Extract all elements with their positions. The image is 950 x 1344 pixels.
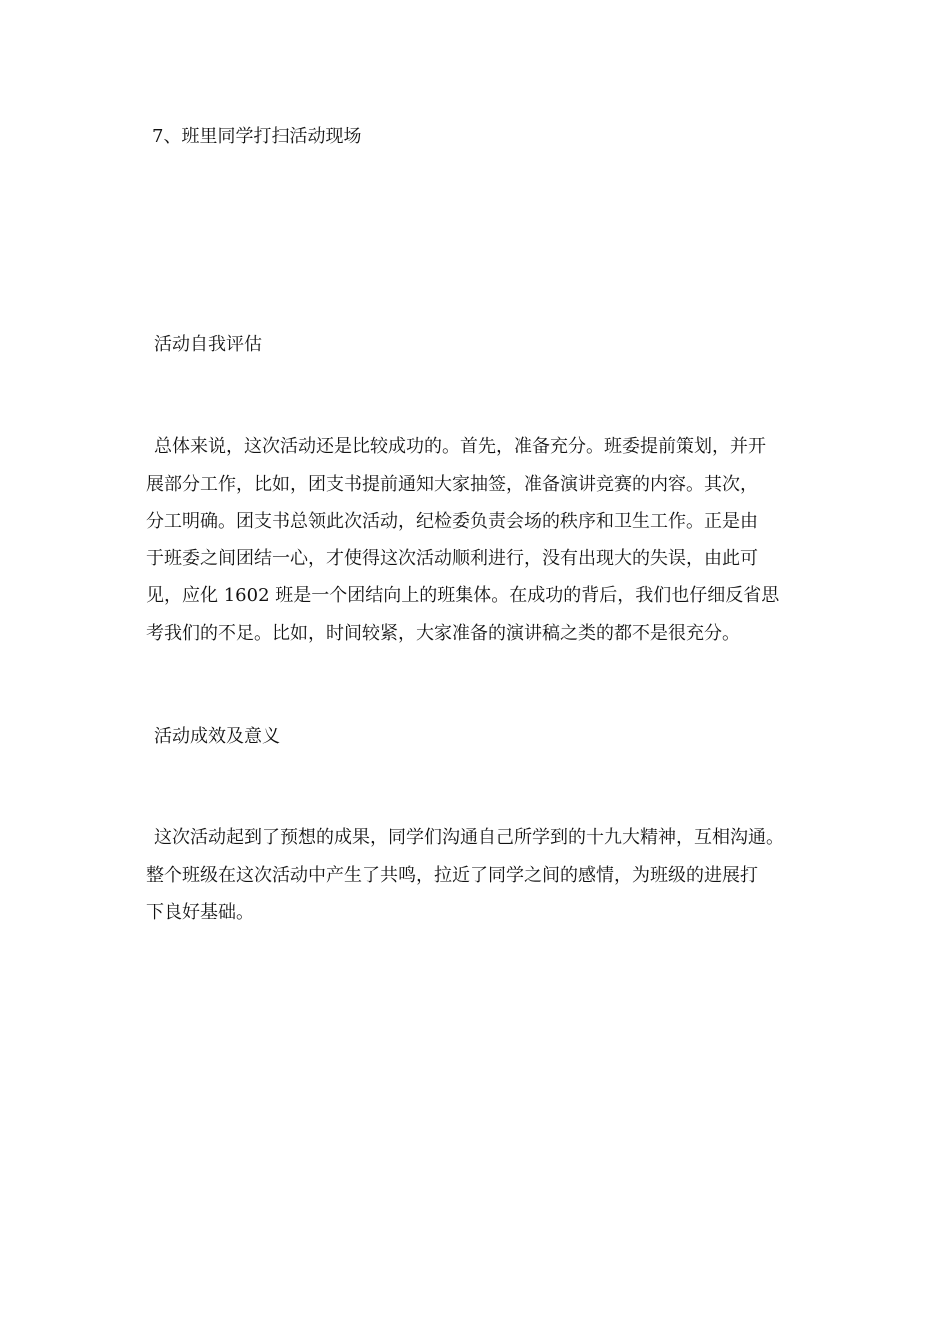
heading-effect-significance: 活动成效及意义 bbox=[154, 726, 280, 747]
step-item-7: 7、班里同学打扫活动现场 bbox=[152, 126, 362, 147]
paragraph-line: 分工明确。团支书总领此次活动，纪检委负责会场的秩序和卫生工作。正是由 bbox=[146, 511, 758, 532]
paragraph-line: 总体来说，这次活动还是比较成功的。首先，准备充分。班委提前策划，并开 bbox=[154, 436, 766, 457]
paragraph-line: 见，应化 1602 班是一个团结向上的班集体。在成功的背后，我们也仔细反省思 bbox=[146, 585, 780, 606]
paragraph-line: 于班委之间团结一心，才使得这次活动顺利进行，没有出现大的失误，由此可 bbox=[146, 548, 758, 569]
paragraph-line: 这次活动起到了预想的成果，同学们沟通自己所学到的十九大精神，互相沟通。 bbox=[154, 827, 784, 848]
heading-self-evaluation: 活动自我评估 bbox=[154, 334, 262, 355]
paragraph-line: 展部分工作，比如，团支书提前通知大家抽签，准备演讲竞赛的内容。其次， bbox=[146, 474, 758, 495]
paragraph-line: 考我们的不足。比如，时间较紧，大家准备的演讲稿之类的都不是很充分。 bbox=[146, 623, 740, 644]
paragraph-line: 整个班级在这次活动中产生了共鸣，拉近了同学之间的感情，为班级的进展打 bbox=[146, 865, 758, 886]
paragraph-line: 下良好基础。 bbox=[146, 902, 254, 923]
